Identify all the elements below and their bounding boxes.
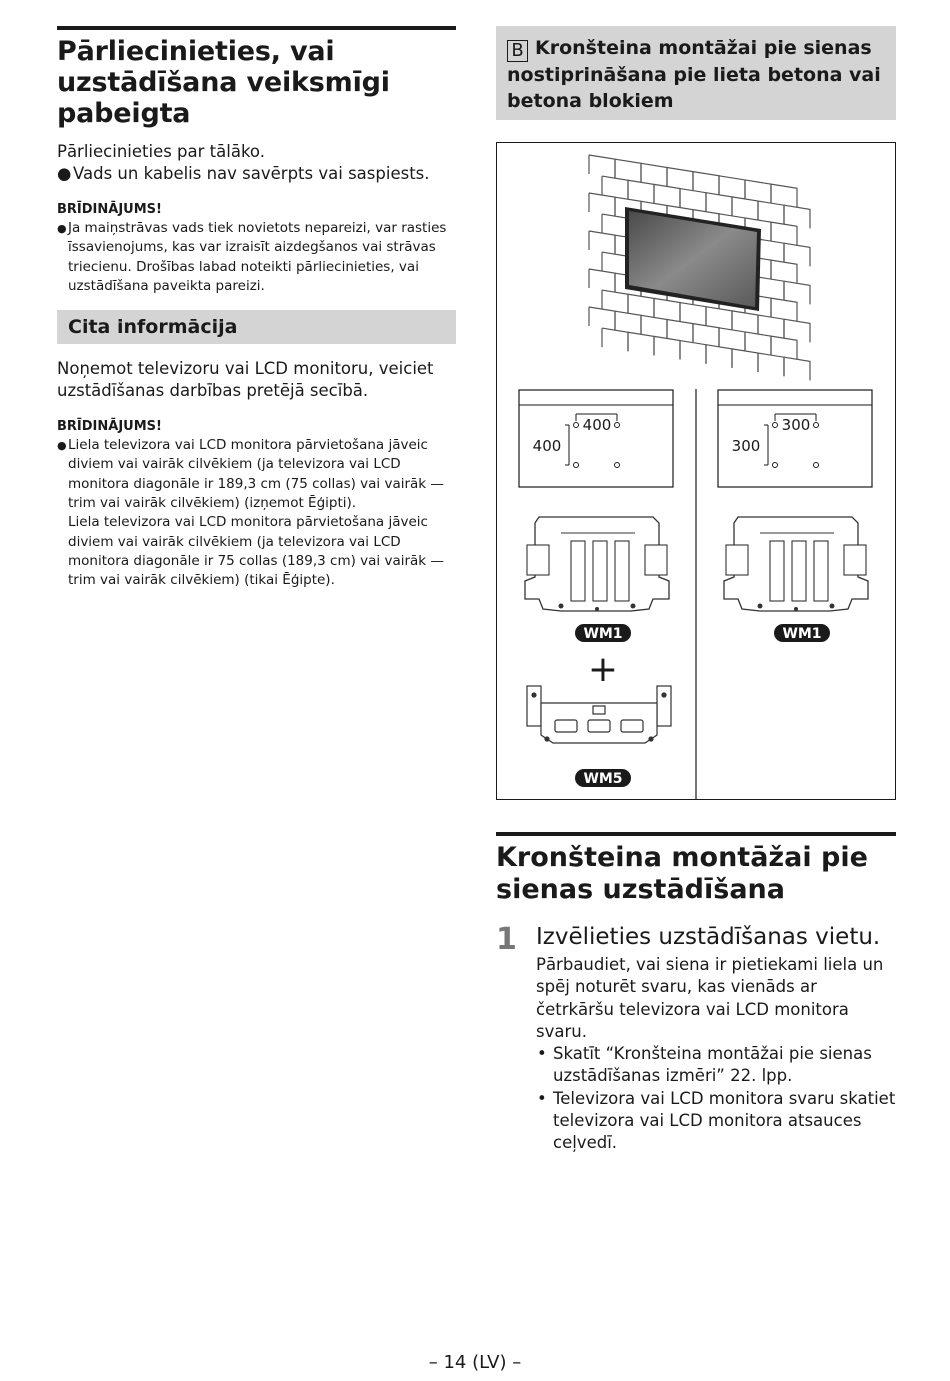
wm1-bracket-right bbox=[724, 517, 868, 611]
section-header-other-info: Cita informācija bbox=[57, 310, 456, 344]
wm1-label-right-text: WM1 bbox=[782, 626, 822, 642]
right-height-label: 300 bbox=[731, 437, 761, 455]
installation-figure bbox=[496, 142, 896, 800]
right-column bbox=[496, 26, 896, 120]
list-item-text: Skatīt “Kronšteina montāžai pie sienas uzstādīšanas izmēri” 22. lpp. bbox=[553, 1044, 872, 1086]
list-item bbox=[536, 1043, 896, 1088]
warning-text-content: Liela televizora vai LCD monitora pārvietošana jāveic diviem vai vairāk cilvēkiem (ja televizora vai LCD monitora diagonāle ir 189,3 cm (75 collas) vai vairāk — trim vai vairāk cilvēkiem) (izņemot Ēģipti). bbox=[68, 437, 444, 512]
warning-title: BRĪDINĀJUMS! bbox=[57, 419, 162, 435]
warning-text bbox=[57, 436, 456, 590]
plus-sign: + bbox=[587, 649, 619, 690]
warning-text-content: Liela televizora vai LCD monitora pārvietošana jāveic diviem vai vairāk cilvēkiem (ja televizora vai LCD monitora diagonāle ir 75 collas (189,3 cm) vai vairāk — trim vai vairāk cilvēkiem) (tikai Ēģipte). bbox=[68, 514, 444, 589]
box-letter-b: B bbox=[507, 40, 528, 62]
wm1-label-right bbox=[774, 624, 830, 642]
bullet-icon: • bbox=[537, 1044, 547, 1064]
step-body: Pārbaudiet, vai siena ir pietiekami liela un spēj noturēt svaru, kas vienāds ar četrkāršu televizora vai LCD monitora svaru. bbox=[536, 955, 884, 1041]
left-width-label: 400 bbox=[582, 416, 612, 434]
left-size-diagram bbox=[519, 390, 673, 487]
figure-drawing bbox=[497, 143, 895, 799]
wm5-label-text: WM5 bbox=[583, 771, 623, 787]
wm5-bracket bbox=[527, 686, 671, 743]
tv-on-wall bbox=[625, 207, 761, 311]
left-height-label: 400 bbox=[532, 437, 562, 455]
intro-text: Pārliecinieties par tālāko. bbox=[57, 142, 265, 161]
warning-text-content: Ja maiņstrāvas vads tiek novietots nepareizi, var rasties īssavienojums, kas var izraisīt aizdegšanos vai strāvas triecienu. Drošības labad noteikti pārliecinieties, vai uzstādīšana paveikta pareizi. bbox=[68, 220, 447, 294]
section-header-text: Kronšteina montāžai pie sienas nostiprināšana pie lieta betona vai betona blokiem bbox=[507, 37, 881, 112]
install-section bbox=[496, 832, 896, 1155]
bullet-icon: • bbox=[537, 1088, 547, 1108]
bullet-icon: ● bbox=[57, 439, 67, 453]
section-rule bbox=[496, 832, 896, 836]
warning-title: BRĪDINĀJUMS! bbox=[57, 202, 162, 217]
step-number: 1 bbox=[496, 922, 517, 957]
other-info-text: Noņemot televizoru vai LCD monitoru, veiciet uzstādīšanas darbības pretējā secībā. bbox=[57, 359, 434, 401]
wm5-label bbox=[575, 769, 631, 787]
check-bullet bbox=[57, 163, 456, 185]
step-bullets bbox=[536, 1043, 896, 1154]
right-width-label: 300 bbox=[781, 416, 811, 434]
check-bullet-text: Vads un kabelis nav savērpts vai saspiests. bbox=[73, 164, 430, 183]
list-item bbox=[536, 1088, 896, 1155]
list-item-text: Televizora vai LCD monitora svaru skatiet televizora vai LCD monitora atsauces ceļvedī. bbox=[553, 1088, 896, 1153]
bullet-icon: ● bbox=[57, 164, 72, 183]
wm1-label-left-text: WM1 bbox=[583, 626, 623, 642]
section-rule bbox=[57, 26, 456, 30]
warning-text bbox=[57, 219, 456, 296]
left-column bbox=[57, 26, 456, 591]
wm1-bracket-left bbox=[525, 517, 669, 611]
step-1 bbox=[496, 922, 896, 1155]
page-number: – 14 (LV) – bbox=[428, 1352, 522, 1373]
wm1-label-left bbox=[575, 624, 631, 642]
section-header-concrete bbox=[496, 26, 896, 120]
right-size-diagram bbox=[718, 390, 872, 487]
page-title: Pārliecinieties, vai uzstādīšana veiksmīgi pabeigta bbox=[57, 36, 390, 129]
bullet-icon: ● bbox=[57, 222, 67, 235]
step-title: Izvēlieties uzstādīšanas vietu. bbox=[536, 924, 881, 950]
install-section-title: Kronšteina montāžai pie sienas uzstādīšana bbox=[496, 842, 868, 905]
